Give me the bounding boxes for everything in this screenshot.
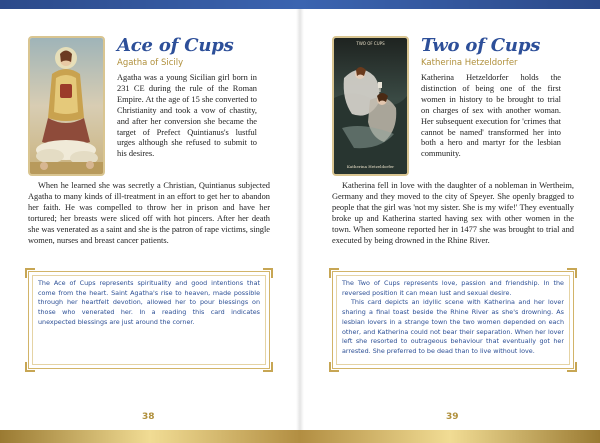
right-page	[304, 9, 600, 430]
page-number: 38	[142, 412, 155, 422]
two-of-cups-card-image	[332, 36, 409, 176]
ace-of-cups-card-image	[28, 36, 105, 176]
box-corner-ornament	[567, 362, 577, 372]
card-title: Two of Cups	[421, 35, 541, 56]
card-top-label: TWO OF CUPS	[356, 41, 385, 46]
body-paragraph: When he learned she was secretly a Christian, Quintianus subjected Agatha to many kinds of ill-treatment in an effort to get her to abandon her faith. He was compelled to throw her in prison and have her tortured; her breasts were sliced off with hot pincers. After her death she was venerated as a saint and she is the patron of rape victims, single women, nurses and breast cancer patients.	[28, 181, 270, 245]
intro-paragraph: Agatha was a young Sicilian girl born in 231 CE during the rule of the Roman Empire. At the age of 15 she converted to Christianity and took a vow of chastity, and after her conversion she became the target of Prefect Quintianus's lustful urges although she refused to submit to his desires.	[117, 73, 257, 159]
box-corner-ornament	[567, 268, 577, 278]
box-corner-ornament	[329, 268, 339, 278]
book-spine	[296, 9, 304, 430]
body-paragraph: Katherina fell in love with the daughter of a nobleman in Wertheim, Germany and they moved to the city of Speyer. She openly bragged to people that the girl was 'not my sister. She is my wife!' They eventually broke up and Katherina started having sex with other women in the town. When someone reported her in 1477 she was brought to trial and executed by being drowned in the Rhine River.	[332, 181, 574, 245]
card-meaning-text: The Ace of Cups represents spirituality and good intentions that come from the heart. Saint Agatha's rise to heaven, made possible through her heartfelt devotion, allowed her to pour blessings on those who venerated her. In a reading this card indicates unexpected blessings are just around the corner.	[38, 279, 260, 326]
box-corner-ornament	[263, 362, 273, 372]
box-corner-ornament	[329, 362, 339, 372]
box-corner-ornament	[263, 268, 273, 278]
bottom-gold-band	[0, 430, 600, 443]
box-corner-ornament	[25, 362, 35, 372]
left-page	[0, 9, 296, 430]
card-subtitle: Katherina Hetzeldorfer	[421, 58, 518, 68]
card-bottom-label: Katherina Hetzeldorfer	[346, 164, 395, 169]
card-title: Ace of Cups	[117, 35, 234, 56]
card-meaning-box	[28, 271, 270, 369]
saint-agatha-illustration	[30, 38, 103, 174]
katherina-illustration	[334, 38, 407, 174]
card-meaning-box	[332, 271, 574, 369]
card-subtitle: Agatha of Sicily	[117, 58, 184, 68]
card-meaning-text: The Two of Cups represents love, passion and friendship. In the reversed position it can mean lust and sexual desire.	[342, 279, 564, 297]
page-number: 39	[446, 412, 459, 422]
intro-paragraph: Katherina Hetzeldorfer holds the distinction of being one of the first women in history to be brought to trial on charges of sex with another woman. Her subsequent execution for 'crimes that cannot be named' transformed her into both a hero and martyr for the lesbian community.	[421, 73, 561, 159]
box-corner-ornament	[25, 268, 35, 278]
card-scene-text: This card depicts an idyllic scene with Katherina and her lover sharing a final toast beside the Rhine River as she's drowning. As lesbian lovers in a strange town the two women depended on each other, and Katherina could not bear their separation. When her lover left she resorted to outrageous behaviour that eventually got her arrested. She preferred to be dead than to live without love.	[342, 298, 564, 355]
top-color-band	[0, 0, 600, 9]
